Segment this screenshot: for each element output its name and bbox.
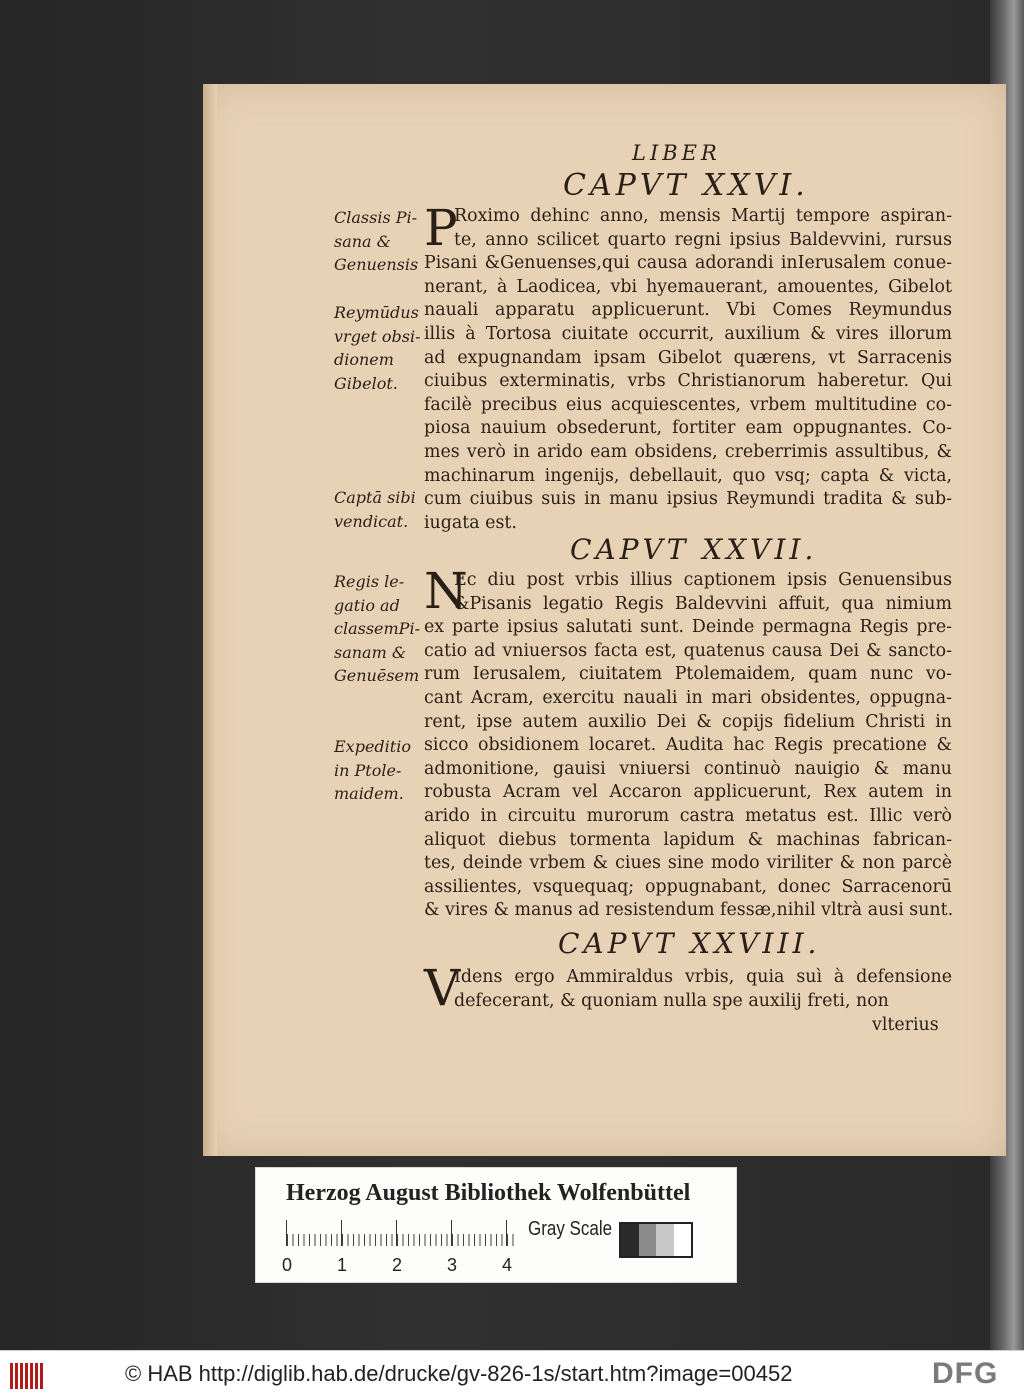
ruler-number: 4 <box>502 1255 513 1275</box>
library-name: Herzog August Bibliothek Wolfenbüttel <box>286 1180 691 1206</box>
text-line: &Pisanis legatio Regis Baldevvini affuit, qua nimium <box>454 593 952 614</box>
drop-capital: N <box>424 562 468 620</box>
gray-swatch <box>621 1224 639 1256</box>
chapter-heading-28: CAPVT XXVIII. <box>558 927 821 960</box>
margin-note <box>334 570 426 688</box>
text-line: illis à Tortosa ciuitate occurrit, auxilium & vires illorum <box>424 323 952 344</box>
gray-scale-label: Gray Scale <box>528 1218 613 1240</box>
text-line: arido in circuitu murorum castra metatus est. Illic verò <box>424 805 952 826</box>
margin-note-line: dionem <box>334 350 394 369</box>
margin-note-line: vendicat. <box>334 511 409 531</box>
ruler-number: 3 <box>447 1255 458 1275</box>
gray-swatch <box>656 1224 674 1256</box>
margin-note-line: sanam & <box>334 642 407 662</box>
margin-note-line: maidem. <box>334 784 404 803</box>
color-target-card <box>255 1167 737 1283</box>
ruler-number: 2 <box>392 1255 403 1275</box>
ruler <box>286 1220 517 1246</box>
margin-note-line: Genuensis <box>334 255 419 274</box>
text-line: mes verò in arido eam obsidens, creberrimis assultibus, & <box>424 441 952 462</box>
hab-logo-icon <box>10 1363 44 1389</box>
chapter-heading-26: CAPVT XXVI. <box>563 168 809 203</box>
text-line: iugata est. <box>424 512 517 533</box>
gray-swatch <box>639 1224 657 1256</box>
text-line: admonitione, gauisi vniuersi continuò nauigio & manu <box>424 758 952 779</box>
margin-note-line: vrget obsi- <box>334 326 421 346</box>
margin-note-line: Regis le- <box>334 572 405 591</box>
ruler-tick <box>506 1220 507 1246</box>
text-line: ex parte ipsius salutati sunt. Deinde permagna Regis pre- <box>424 617 952 638</box>
text-line: cant Acram, exercitu nauali in mari obsidentes, oppugna- <box>424 687 952 708</box>
margin-note <box>334 486 426 533</box>
gray-swatch <box>674 1224 692 1256</box>
chapter-text <box>424 199 952 535</box>
text-line: Idens ergo Ammiraldus vrbis, quia suì à defensione <box>454 967 952 987</box>
margin-note-line: Classis Pi- <box>334 208 418 227</box>
footer-bar <box>0 1350 1024 1399</box>
text-line: te, anno scilicet quarto regni ipsius Baldevvini, rursus <box>454 229 952 250</box>
margin-note <box>334 735 426 806</box>
text-line: nauali apparatu applicuerunt. Vbi Comes Reymundus <box>424 300 952 321</box>
text-line: Pisani &Genuenses,qui causa adorandi inIerusalem conue- <box>424 253 952 274</box>
chapter-text <box>424 966 952 1013</box>
text-line: robusta Acram vel Accaron applicuerunt, Rex autem in <box>424 782 952 803</box>
margin-note-line: Expeditio <box>334 737 411 756</box>
ruler-number: 1 <box>337 1255 348 1275</box>
text-line: assilientes, vsquequaq; oppugnabant, donec Sarracenorū <box>424 876 952 897</box>
ruler-tick <box>341 1220 342 1246</box>
drop-capital: V <box>424 959 461 1017</box>
margin-note-line: Reymūdus <box>334 303 419 322</box>
text-line: nerant, à Laodicea, vbi hyemauerant, amouentes, Gibelot <box>424 276 952 297</box>
gray-scale-swatches <box>619 1222 693 1258</box>
text-line: rum Ierusalem, ciuitatem Ptolemaidem, quam nunc vo- <box>424 664 952 685</box>
text-line: facilè precibus eius acquiescentes, vrbem multitudine co- <box>424 394 952 415</box>
text-line: ciuibus exterminatis, vrbs Christianorum haberetur. Qui <box>424 371 952 392</box>
page-edge <box>203 84 217 1156</box>
margin-note-line: gatio ad <box>334 595 400 615</box>
text-line: & vires & manus ad resistendum fessæ,nihil vltrà ausi sunt. <box>424 900 954 921</box>
margin-note <box>334 206 426 277</box>
text-line: Roximo dehinc anno, mensis Martij tempore aspiran- <box>454 206 952 226</box>
text-line: sicco obsidionem locaret. Audita hac Regis precatione & <box>424 735 952 756</box>
ruler-number: 0 <box>282 1255 293 1275</box>
margin-note-line: Genuēsem <box>334 666 420 685</box>
ruler-tick <box>451 1220 452 1246</box>
credit-link[interactable]: © HAB http://diglib.hab.de/drucke/gv-826-1s/start.htm?image=00452 <box>125 1361 793 1386</box>
text-line: cum ciuibus suis in manu ipsius Reymundi tradita & sub- <box>424 489 952 510</box>
chapter-text <box>424 569 952 923</box>
text-line: tes, deinde vrbem & ciues sine modo viriliter & non parcè <box>424 853 952 874</box>
margin-note-line: in Ptole- <box>334 760 402 780</box>
text-line: piosa nauium obsederunt, fortiter eam oppugnantes. Co- <box>424 418 952 439</box>
catchword: vlterius <box>872 1015 939 1035</box>
margin-note-line: Captā sibi <box>334 488 416 507</box>
drop-capital: P <box>424 199 458 257</box>
margin-note-line: classemPi- <box>334 619 420 638</box>
text-line: Ec diu post vrbis illius captionem ipsis Genuensibus <box>454 570 952 590</box>
ruler-tick <box>396 1220 397 1246</box>
margin-note-line: Gibelot. <box>334 373 398 393</box>
text-line: rent, ipse autem auxilio Dei & copijs fidelium Christi in <box>424 711 952 732</box>
text-line: machinarum ingenijs, debellauit, quo vsq; capta & victa, <box>424 465 952 486</box>
running-head: LIBER <box>632 141 721 165</box>
dfg-logo: DFG <box>932 1357 999 1390</box>
margin-note <box>334 301 426 395</box>
ruler-tick <box>286 1220 287 1246</box>
text-line: aliquot diebus tormenta lapidum & machinas fabrican- <box>424 829 952 850</box>
margin-note-line: sana & <box>334 231 391 251</box>
text-line: ad expugnandam ipsam Gibelot quærens, vt Sarracenis <box>424 347 952 368</box>
chapter-heading-27: CAPVT XXVII. <box>570 533 818 566</box>
text-line: catio ad vniuersos facta est, quatenus causa Dei & sancto- <box>424 640 952 661</box>
text-line: defecerant, & quoniam nulla spe auxilij freti, non <box>454 990 889 1011</box>
